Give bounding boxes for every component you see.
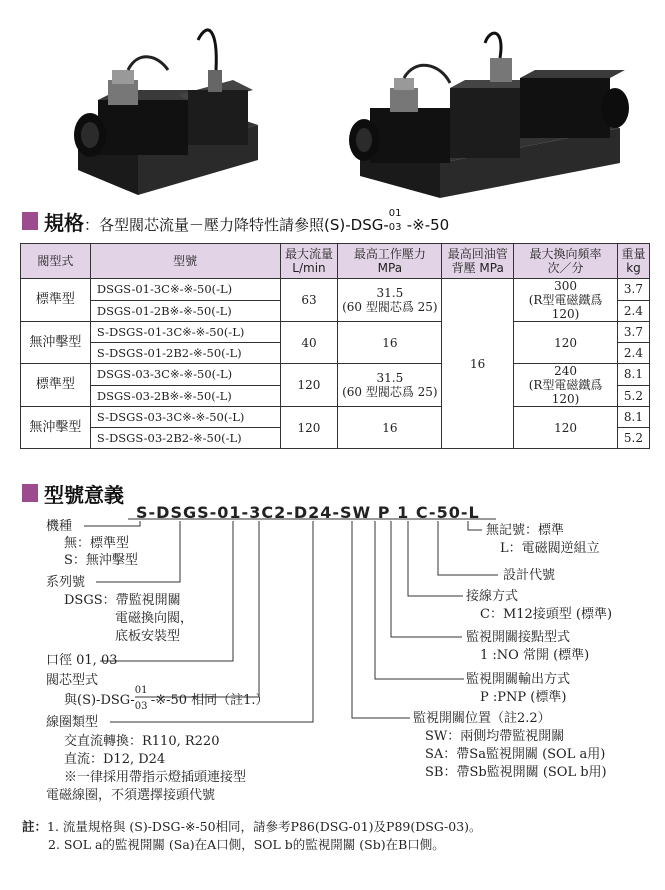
code-part-coil: D24 — [293, 503, 333, 522]
label-position: 監視開關位置（註2.2） — [413, 711, 551, 726]
code-part-assembly: L — [468, 503, 480, 522]
cell-model: DSGS-03-2B※-※-50(-L) — [90, 385, 280, 407]
cell-freq: 120 — [514, 322, 618, 364]
label-coil-1: 交直流轉換：R110, R220 — [64, 734, 220, 749]
code-part-bore: 01 — [217, 503, 242, 522]
label-wiring: 接線方式 — [466, 589, 519, 604]
cell-weight: 8.1 — [617, 364, 649, 386]
cell-type: 無沖擊型 — [21, 322, 91, 364]
cell-freq: 120 — [514, 407, 618, 449]
cell-weight: 3.7 — [617, 279, 649, 301]
cell-flow: 63 — [280, 279, 338, 322]
cell-freq: 240 (R型電磁鐵爲120) — [514, 364, 618, 407]
label-position-1: SW：兩側均帶監視開關 — [425, 729, 565, 744]
label-position-3: SB：帶Sb監視開關 (SOL b用) — [425, 765, 607, 780]
label-output: 監視開關輸出方式 — [466, 672, 571, 687]
cell-flow: 120 — [280, 407, 338, 449]
code-part-s: S — [136, 503, 149, 522]
spec-subtitle: ：各型閥芯流量－壓力降特性請參照(S)-DSG- 01 03 -※-50 — [84, 208, 450, 234]
label-contact: 監視開關接點型式 — [466, 630, 571, 645]
cell-flow: 40 — [280, 322, 338, 364]
cell-weight: 2.4 — [617, 343, 649, 364]
spec-title-text: 規格 — [44, 211, 84, 235]
note-2: 2. SOL a的監視開關 (Sa)在A口側，SOL b的監視開關 (Sb)在B口側。 — [48, 837, 445, 852]
model-section-title: 型號意義 — [44, 483, 124, 507]
label-spool: 閥芯型式 — [46, 673, 99, 688]
code-part-contact: 1 — [397, 503, 410, 522]
label-coil-4: 電磁線圈，不須選擇接頭代號 — [46, 788, 216, 803]
header-max-pressure: 最高工作壓力 MPa — [338, 244, 442, 279]
label-no-mark: 無記號：標準 — [486, 523, 565, 538]
label-spool-1: 與(S)-DSG- 01 03 -※-50 相同（註1.） — [64, 685, 269, 712]
code-part-series: DSGS — [156, 503, 210, 522]
cell-model: S-DSGS-03-3C※-※-50(-L) — [90, 407, 280, 428]
cell-weight: 5.2 — [617, 428, 649, 449]
cell-pressure: 31.5 (60 型閥芯爲 25) — [338, 279, 442, 322]
cell-weight: 3.7 — [617, 322, 649, 343]
cell-flow: 120 — [280, 364, 338, 407]
cell-freq: 300 (R型電磁鐵爲120) — [514, 279, 618, 322]
cell-back-pressure: 16 — [442, 279, 514, 449]
label-bore: 口徑 01, 03 — [46, 653, 118, 668]
code-part-wiring: C — [415, 503, 429, 522]
label-wiring-1: C：M12接頭型 (標準) — [480, 607, 613, 622]
header-back-pressure: 最高回油管 背壓 MPa — [442, 244, 514, 279]
cell-type: 標準型 — [21, 364, 91, 407]
cell-model: S-DSGS-03-2B2-※-50(-L) — [90, 428, 280, 449]
model-code: S-DSGS-01-3C2-D24-SW P 1 C-50-L — [136, 503, 480, 522]
cell-model: DSGS-01-3C※-※-50(-L) — [90, 279, 280, 301]
code-part-output: P — [377, 503, 391, 522]
label-coil: 線圈類型 — [46, 715, 99, 730]
label-no-mark-l: L：電磁閥逆組立 — [500, 541, 600, 556]
cell-model: S-DSGS-01-2B2-※-50(-L) — [90, 343, 280, 364]
cell-type: 標準型 — [21, 279, 91, 322]
cell-weight: 2.4 — [617, 300, 649, 322]
label-machine-2: S：無沖擊型 — [64, 553, 138, 568]
cell-pressure: 16 — [338, 407, 442, 449]
label-contact-1: 1 :NO 常開 (標準) — [480, 648, 590, 663]
label-machine-1: 無：標準型 — [64, 536, 130, 551]
header-max-flow: 最大流量 L/min — [280, 244, 338, 279]
label-position-2: SA：帶Sa監視開關 (SOL a用) — [425, 747, 606, 762]
cell-pressure: 16 — [338, 322, 442, 364]
cell-model: DSGS-01-2B※-※-50(-L) — [90, 300, 280, 322]
notes — [22, 818, 482, 854]
label-machine: 機種 — [46, 519, 73, 534]
cell-weight: 5.2 — [617, 385, 649, 407]
code-part-design: 50 — [436, 503, 461, 522]
cell-type: 無沖擊型 — [21, 407, 91, 449]
header-max-freq: 最大換向頻率 次／分 — [514, 244, 618, 279]
label-output-1: P :PNP (標準) — [480, 690, 567, 705]
cell-model: DSGS-03-3C※-※-50(-L) — [90, 364, 280, 386]
header-model: 型號 — [90, 244, 280, 279]
code-part-position: SW — [340, 503, 372, 522]
note-1: 註：1. 流量規格與 (S)-DSG-※-50相同，請參考P86(DSG-01)及P89(DSG-03)。 — [22, 819, 482, 834]
header-weight: 重量 kg — [617, 244, 649, 279]
label-series-1: DSGS：帶監視開關 — [64, 593, 181, 608]
label-series-2: 電磁換向閥， — [115, 611, 194, 626]
cell-weight: 8.1 — [617, 407, 649, 428]
label-series-3: 底板安裝型 — [115, 629, 181, 644]
cell-model: S-DSGS-01-3C※-※-50(-L) — [90, 322, 280, 343]
label-series: 系列號 — [46, 575, 86, 590]
cell-pressure: 31.5 (60 型閥芯爲 25) — [338, 364, 442, 407]
label-coil-3: ※一律採用帶指示燈插頭連接型 — [64, 770, 247, 785]
label-coil-2: 直流：D12, D24 — [64, 752, 166, 767]
code-part-spool: 3C2 — [249, 503, 287, 522]
header-type: 閥型式 — [21, 244, 91, 279]
label-design: 設計代號 — [503, 568, 556, 583]
